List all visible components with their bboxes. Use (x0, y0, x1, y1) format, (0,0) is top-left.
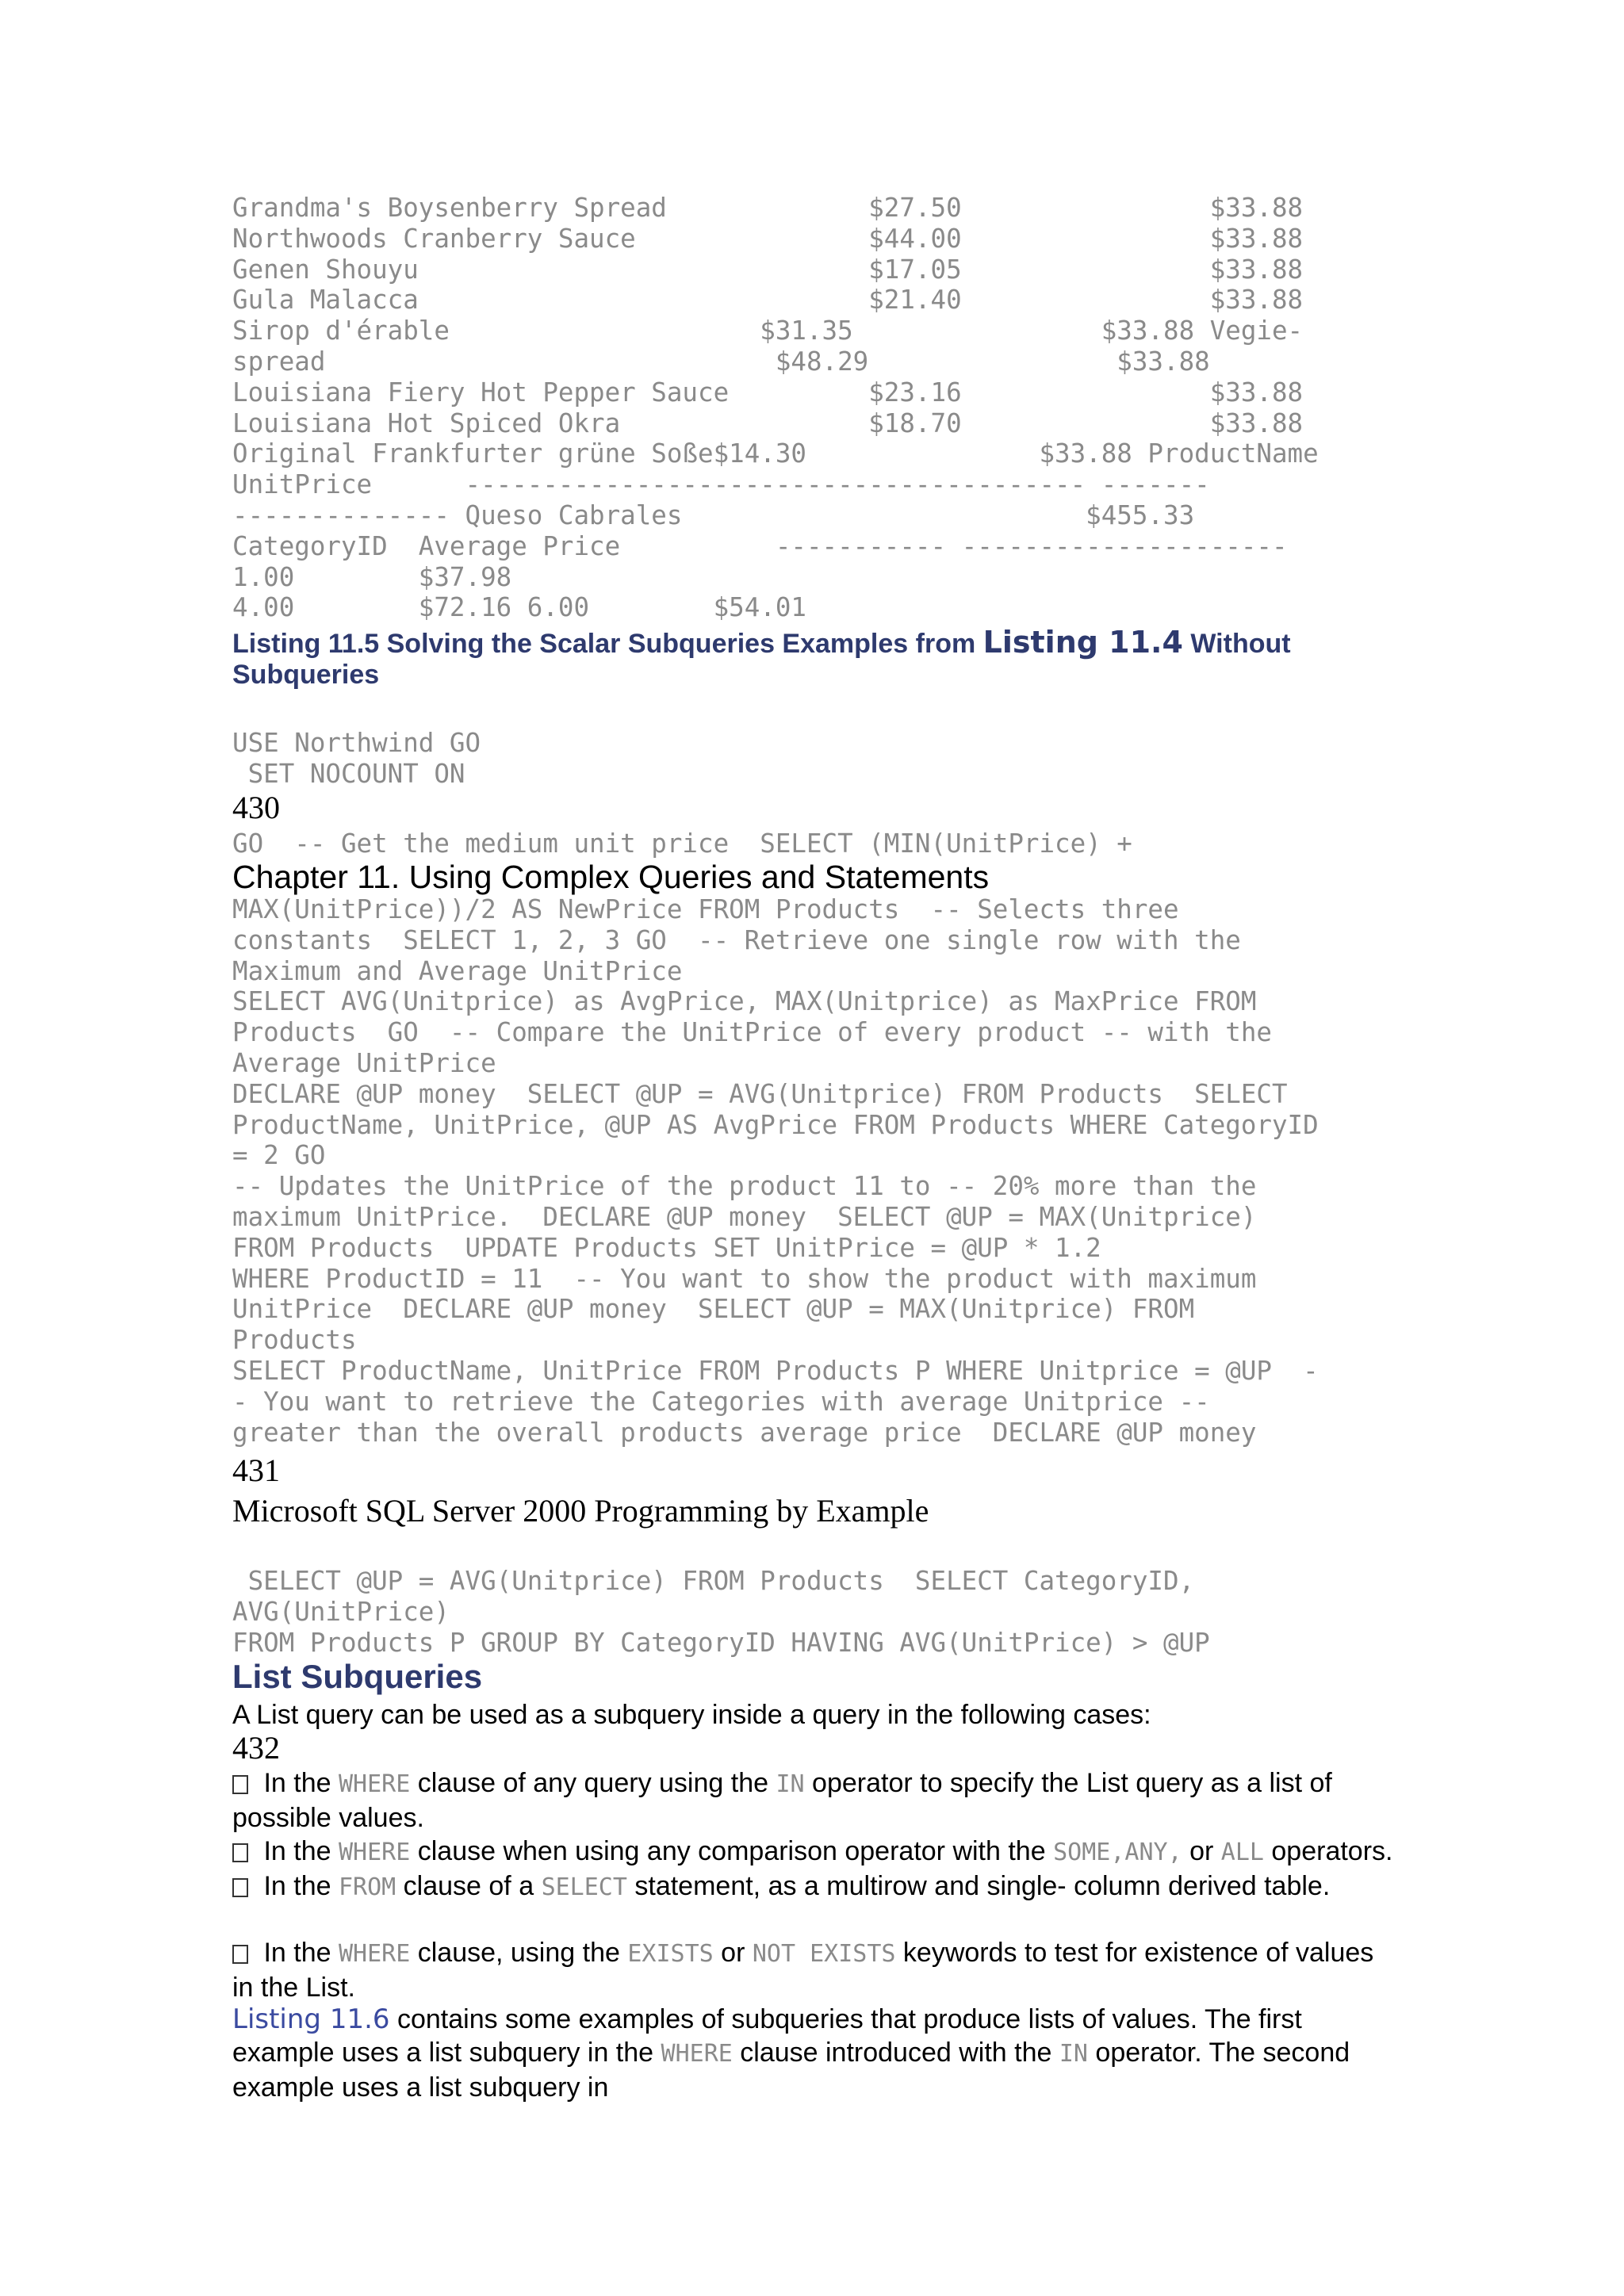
bullet-item: In the WHERE clause of any query using the IN operator to specify the List query as a list of possible values. (232, 1768, 1332, 1833)
chapter-title: Chapter 11. Using Complex Queries and Statements (232, 859, 990, 895)
book-title: Microsoft SQL Server 2000 Programming by Example (232, 1493, 929, 1529)
section-title: List Subqueries (232, 1658, 483, 1695)
code-after: SELECT @UP = AVG(Unitprice) FROM Products SELECT CategoryID, AVG(UnitPrice) FROM Products P GROUP BY CategoryID HAVING AVG(UnitPrice) > @UP (232, 1566, 1210, 1658)
code-use-northwind: USE Northwind GO SET NOCOUNT ON (232, 728, 481, 789)
bullet-box-icon (232, 1878, 248, 1897)
page-number-431: 431 (232, 1452, 280, 1488)
bullet-box-icon (232, 1775, 248, 1794)
intro-paragraph: A List query can be used as a subquery inside a query in the following cases: (232, 1700, 1151, 1730)
listing-heading-part3: Without Subqueries (232, 629, 1291, 690)
code-go-line: GO -- Get the medium unit price SELECT (MIN(UnitPrice) + (232, 828, 1132, 859)
page-number-432: 432 (232, 1730, 280, 1766)
closing-paragraph: Listing 11.6 contains some examples of subqueries that produce lists of values. The first example uses a list subquery in the WHERE clause introduced with the IN operator. The second example uses a list subquery in (232, 2003, 1350, 2103)
page-number-430: 430 (232, 790, 280, 825)
bullet-item: In the WHERE clause when using any comparison operator with the SOME,ANY, or ALL operators. In the FROM clause of a SELECT statement, as a multirow and single- column derived table. (232, 1835, 1398, 1904)
code-output-top: Grandma's Boysenberry Spread $27.50 $33.88 Northwoods Cranberry Sauce $44.00 $33.88 Genen Shouyu $17.05 $33.88 Gula Malacca $21.40 $33.88 Sirop d'érable $31.35 $33.88 Vegie- spread $48.29 $33.88 Louisiana Fiery Hot Pepper Sauce $23.16 $33.88 Louisiana Hot Spiced Okra $18.70 $33.88 Original Frankfurter grüne Soße$14.30 $33.88 ProductName UnitPrice ---------------------------------------- ------- -------------- Queso Cabrales $455.33 CategoryID Average Price ----------- --------------------- 1.00 $37.98 4.00 $72.16 6.00 $54.01 (232, 193, 1319, 623)
listing-11-6-link[interactable]: Listing 11.6 (232, 2003, 390, 2035)
bullet-box-icon (232, 1843, 248, 1862)
code-main: MAX(UnitPrice))/2 AS NewPrice FROM Products -- Selects three constants SELECT 1, 2, 3 GO -- Retrieve one single row with the Maximum and Average UnitPrice SELECT AVG(Unitprice) as AvgPrice, MAX(Unitprice) as MaxPrice FROM Products GO -- Compare the UnitPrice of every product -- with the Average UnitPrice DECLARE @UP money SELECT @UP = AVG(Unitprice) FROM Products SELECT ProductName, UnitPrice, @UP AS AvgPrice FROM Products WHERE CategoryID = 2 GO -- Updates the UnitPrice of the product 11 to -- 20% more than the maximum UnitPrice. DECLARE @UP money SELECT @UP = MAX(Unitprice) FROM Products UPDATE Products SET UnitPrice = @UP * 1.2 WHERE ProductID = 11 -- You want to show the product with maximum UnitPrice DECLARE @UP money SELECT @UP = MAX(Unitprice) FROM Products SELECT ProductName, UnitPrice FROM Products P WHERE Unitprice = @UP - - You want to retrieve the Categories with average Unitprice -- greater than the overall products average price DECLARE @UP money (232, 894, 1319, 1448)
bullet-item: In the WHERE clause, using the EXISTS or NOT EXISTS keywords to test for existence of values in the List. (232, 1938, 1374, 2003)
listing-heading-part1: Listing 11.5 Solving the Scalar Subqueries Examples from (232, 629, 983, 659)
listing-heading (232, 627, 1398, 691)
listing-heading-ref: Listing 11.4 (982, 625, 1183, 660)
bullet-box-icon (232, 1945, 248, 1964)
